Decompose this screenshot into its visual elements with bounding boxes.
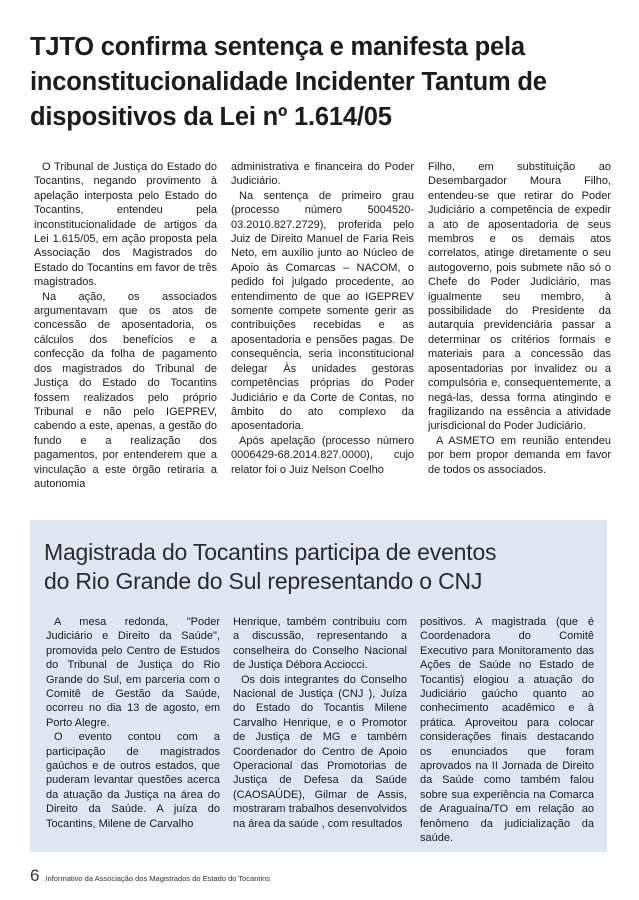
paragraph: Henrique, também contribuiu com a discussão, representando a conselheira do Conselho Nacional de Justiça Débora Acciocci. <box>233 616 407 672</box>
article-1-header <box>30 30 615 135</box>
paragraph: A ASMETO em reunião entendeu por bem propor demanda em favor de todos os associados. <box>428 434 611 476</box>
article-2-headline: Magistrada do Tocantins participa de eventos do Rio Grande do Sul representando o CNJ <box>44 539 497 594</box>
paragraph: positivos. A magistrada (que é Coordenadora do Comitê Executivo para Monitoramento das Ações de Saúde no Estado de Tocantis) elogiou a atuação do Judiciário gaúcho quanto ao conhecimento acadêmico e à prática. Aproveitou para colocar considerações finais destacando os enunciados que foram aprovados na II Jornada de Direito da Saúde como também falou sobre sua experiência na Comarca de Araguaína/TO em relação ao fenômeno da judicialização da saúde. <box>420 616 594 845</box>
publication-name: Informativo da Associação dos Magistrados do Estado do Tocantins <box>45 874 271 883</box>
paragraph: Na ação, os associados argumentavam que os atos de concessão de aposentadoria, os cálculos dos benefícios e a confecção da folha de pagamento dos magistrados do Tribunal de Justiça do Estado do Tocantins fossem realizados pelo próprio Tribunal e não pelo IGEPREV, cabendo a este, apenas, a gestão do fundo e a realização dos pagamentos, por entenderem que a vinculação a este órgão retiraria a autonomia <box>34 290 217 490</box>
paragraph: administrativa e financeira do Poder Judiciário. <box>231 161 414 188</box>
article-1-column-3 <box>428 160 611 491</box>
article-1-body <box>34 160 611 491</box>
paragraph: Os dois integrantes do Conselho Nacional de Justiça (CNJ ), Juíza do Estado do Tocantis Milene Carvalho Henrique, e o Promotor de Justiça de MG e também Coordenador do Centro de Apoio Operacional das Promotorias de Justiça de Defesa da Saúde (CAOSAÚDE), Gilmar de Assis, mostraram trabalhos desenvolvidos na área da saúde , com resultados <box>233 673 407 830</box>
article-1-column-1 <box>34 160 217 491</box>
paragraph: Na sentença de primeiro grau (processo número 5004520-03.2010.827.2729), proferida pelo Juiz de Direito Manuel de Faria Reis Neto, em auxílio junto ao Núcleo de Apoio às Comarcas – NACOM, o pedido foi julgado procedente, ao entendimento de que ao IGEPREV somente compete somente gerir as contribuições recebidas e as aposentadoria e pensões pagas. De consequência, seria inconstitucional delegar Às unidades gestoras competências próprias do Poder Judiciário e da Corte de Contas, no âmbito do ato complexo da aposentadoria. <box>231 189 414 433</box>
article-2-column-2 <box>233 615 407 846</box>
paragraph: O Tribunal de Justiça do Estado do Tocantins, negando provimento à apelação interposta pelo Estado do Tocantins, entendeu pela inconstitucionalidade de artigos da Lei 1.615/05, em ação proposta pela Associação dos Magistrados do Estado do Tocantins em favor de três magistrados. <box>34 161 217 289</box>
page-footer <box>30 866 270 886</box>
article-1-column-2 <box>231 160 414 491</box>
article-2-box <box>30 520 607 852</box>
article-1-headline: TJTO confirma sentença e manifesta pela inconstitucionalidade Incidenter Tantum de dispositivos da Lei nº 1.614/05 <box>30 33 547 131</box>
page-number: 6 <box>30 866 40 885</box>
paragraph: A mesa redonda, "Poder Judiciário e Direito da Saúde", promovida pelo Centro de Estudos do Tribunal de Justiça do Rio Grande do Sul, em parceria com o Comitê de Gestão da Saúde, ocorreu no dia 13 de agosto, em Porto Alegre. <box>46 616 220 729</box>
paragraph: Filho, em substituição ao Desembargador Moura Filho, entendeu-se que retirar do Poder Judiciário a competência de expedir a ato de aposentadoria de seus membros e os demais atos correlatos, atinge diretamente o seu autogoverno, pois submete não só o Chefe do Poder Judiciário, mas igualmente seu membro, à possibilidade do Presidente da autarquia previdenciária passar a determinar os critérios formais e materiais para a concessão das aposentadorias por invalidez ou a compulsória e, consequentemente, a negá-las, dessa forma atingindo e fragilizando na essência a atividade jurisdicional do Poder Judiciário. <box>428 161 611 433</box>
paragraph: Após apelação (processo número 0006429-68.2014.827.0000), cujo relator foi o Juiz Nelson Coelho <box>231 434 414 476</box>
paragraph: O evento contou com a participação de magistrados gaúchos e de outros estados, que puderam levantar questões acerca da atuação da Justiça na área do Direito da Saúde. A juíza do Tocantins, Milene de Carvalho <box>46 731 220 830</box>
article-2-column-1 <box>46 615 220 846</box>
article-2-column-3 <box>420 615 594 846</box>
article-2-body <box>46 615 594 846</box>
